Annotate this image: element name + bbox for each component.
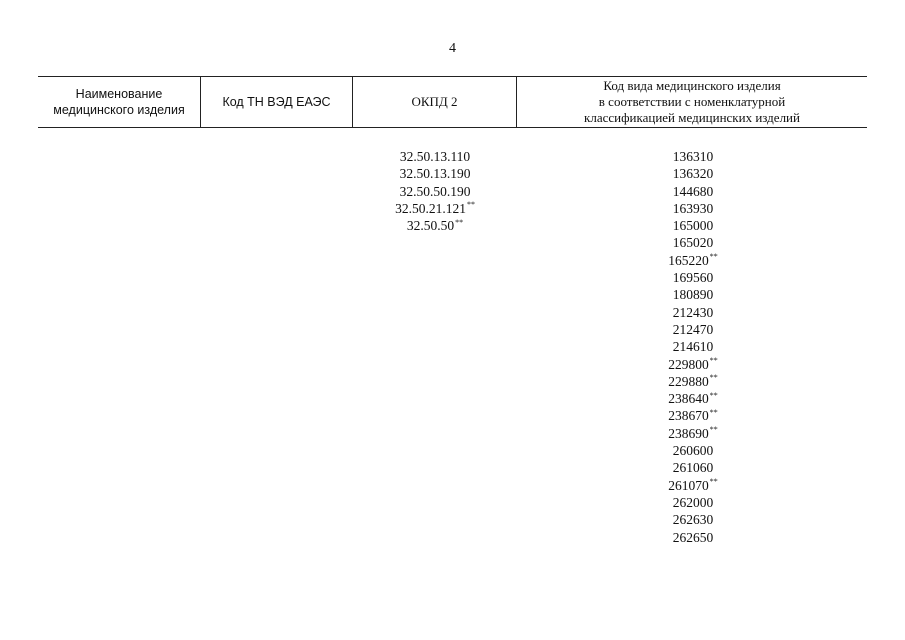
header-okpd-label: ОКПД 2 — [411, 94, 458, 109]
kind-code — [518, 442, 868, 459]
okpd-code — [353, 200, 517, 217]
kind-code-value: 144680 — [672, 183, 714, 199]
okpd-code — [353, 165, 517, 182]
page-number: 4 — [449, 41, 456, 56]
footnote-mark: ** — [709, 390, 718, 400]
header-name-cell — [38, 77, 201, 127]
kind-code — [518, 321, 868, 338]
kind-code-value: 261060 — [672, 460, 714, 476]
footnote-mark: ** — [455, 217, 464, 227]
kind-code-value: 229800 — [668, 356, 709, 372]
header-kind-cell — [517, 77, 867, 127]
kind-code-value: 260600 — [672, 443, 714, 459]
kind-code-value: 262650 — [672, 529, 714, 545]
kind-code — [518, 529, 868, 546]
kind-code — [518, 148, 868, 165]
kind-code-value: 238690 — [668, 425, 709, 441]
okpd-code-list — [353, 148, 517, 234]
kind-code — [518, 459, 868, 476]
kind-code-value: 229880 — [668, 373, 709, 389]
kind-code — [518, 511, 868, 528]
kind-code-value: 212470 — [672, 321, 714, 337]
header-name-label: Наименование медицинского изделия — [53, 87, 185, 117]
header-kind-label: Код вида медицинского изделия в соответствии с номенклатурной классификацией медицинских изделий — [584, 78, 800, 125]
kind-code-value: 214610 — [672, 339, 714, 355]
kind-code-list — [518, 148, 868, 546]
kind-code — [518, 269, 868, 286]
footnote-mark: ** — [709, 252, 718, 262]
kind-code-value: 165220 — [668, 252, 709, 268]
okpd-code-value: 32.50.13.190 — [399, 166, 471, 182]
kind-code — [518, 217, 868, 234]
kind-code — [518, 234, 868, 251]
okpd-code — [353, 217, 517, 234]
kind-code — [518, 373, 868, 390]
kind-code-value: 136320 — [672, 166, 714, 182]
kind-code — [518, 390, 868, 407]
footnote-mark: ** — [709, 407, 718, 417]
kind-code — [518, 252, 868, 269]
footnote-mark: ** — [709, 425, 718, 435]
okpd-code — [353, 148, 517, 165]
kind-code-value: 238640 — [668, 391, 709, 407]
kind-code-value: 165020 — [672, 235, 714, 251]
kind-code-value: 180890 — [672, 287, 714, 303]
kind-code-value: 262000 — [672, 494, 714, 510]
kind-code — [518, 286, 868, 303]
kind-code-value: 262630 — [672, 512, 714, 528]
kind-code — [518, 200, 868, 217]
header-tnved-cell — [201, 77, 353, 127]
kind-code-value: 136310 — [672, 149, 714, 164]
kind-code — [518, 183, 868, 200]
okpd-code-value: 32.50.13.110 — [399, 149, 471, 164]
kind-code-value: 165000 — [672, 218, 714, 234]
kind-code — [518, 407, 868, 424]
kind-code — [518, 304, 868, 321]
kind-code-value: 238670 — [668, 408, 709, 424]
okpd-code — [353, 183, 517, 200]
kind-code — [518, 425, 868, 442]
kind-code-value: 261070 — [668, 477, 709, 493]
footnote-mark: ** — [709, 356, 718, 366]
kind-code-value: 163930 — [672, 200, 714, 216]
kind-code — [518, 477, 868, 494]
header-okpd-cell — [353, 77, 517, 127]
kind-code-value: 169560 — [672, 270, 714, 286]
footnote-mark: ** — [709, 477, 718, 487]
table-header — [38, 76, 867, 128]
header-tnved-label: Код ТН ВЭД ЕАЭС — [222, 95, 331, 109]
okpd-code-value: 32.50.50.190 — [399, 183, 471, 199]
kind-code — [518, 338, 868, 355]
kind-code-value: 212430 — [672, 304, 714, 320]
footnote-mark: ** — [466, 200, 475, 210]
okpd-code-value: 32.50.50 — [406, 218, 455, 234]
footnote-mark: ** — [709, 373, 718, 383]
kind-code — [518, 356, 868, 373]
okpd-code-value: 32.50.21.121 — [395, 200, 466, 216]
kind-code — [518, 165, 868, 182]
kind-code — [518, 494, 868, 511]
